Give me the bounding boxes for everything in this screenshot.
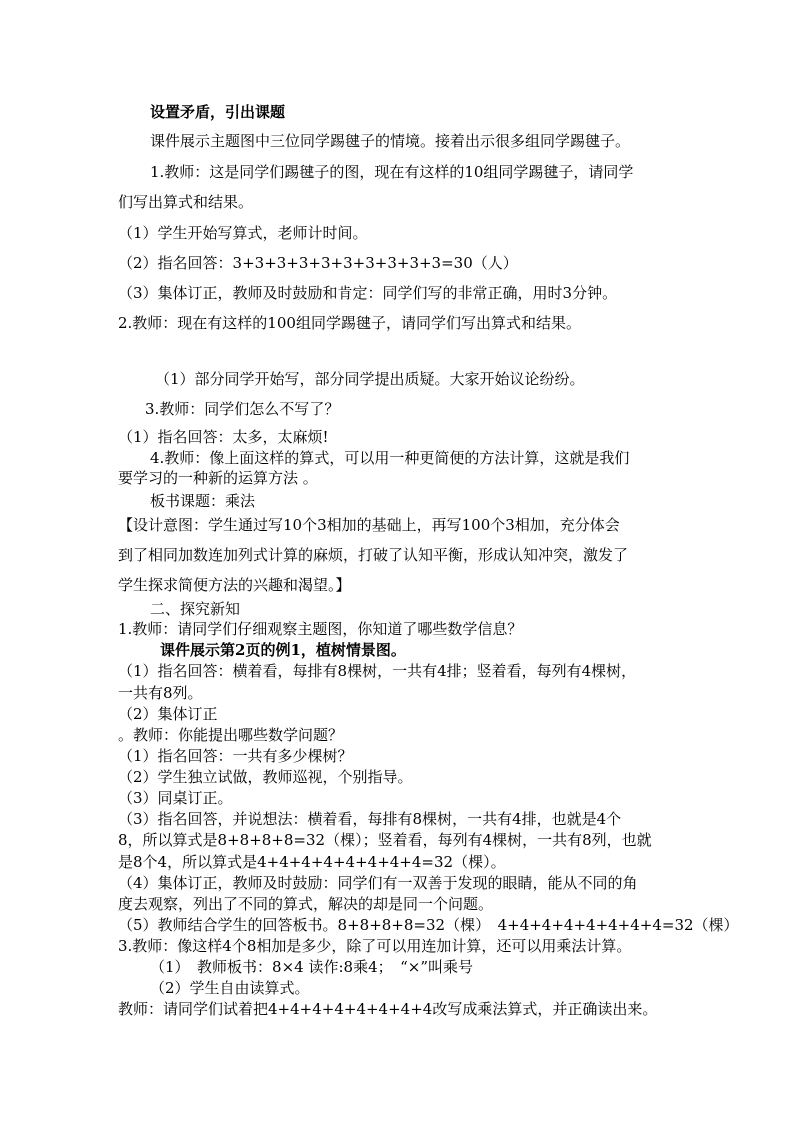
paragraph-line: 度去观察，列出了不同的算式，解决的却是同一个问题。 <box>118 895 494 913</box>
paragraph-line: （1）指名回答：横着看，每排有8棵树，一共有4排；竖着看，每列有4棵树， <box>118 662 637 680</box>
paragraph-line: （5）教师结合学生的回答板书。8+8+8+8=32（棵） 4+4+4+4+4+4+4+4=32（棵） <box>118 916 739 934</box>
section-heading: 二、探究新知 <box>150 600 241 618</box>
paragraph-line: 。教师：你能提出哪些数学问题？ <box>118 726 344 744</box>
paragraph-line: 【设计意图：学生通过写10个3相加的基础上，再写100个3相加，充分体会 <box>118 516 620 534</box>
paragraph-line: （4）集体订正，教师及时鼓励：同学们有一双善于发现的眼睛，能从不同的角 <box>118 874 638 892</box>
paragraph-line: （2）学生自由读算式。 <box>150 979 310 997</box>
paragraph-line: 板书课题：乘法 <box>150 492 256 510</box>
paragraph-line: 1.教师：请同学们仔细观察主题图，你知道了哪些数学信息？ <box>118 620 523 638</box>
paragraph-line: （1）指名回答：太多，太麻烦! <box>118 428 329 446</box>
paragraph-line: （2）指名回答：3+3+3+3+3+3+3+3+3+3=30（人） <box>118 254 518 272</box>
paragraph-line: 3.教师：像这样4个8相加是多少，除了可以用连加计算，还可以用乘法计算。 <box>118 937 632 955</box>
paragraph-line: （1）部分同学开始写，部分同学提出质疑。大家开始议论纷纷。 <box>155 370 585 388</box>
paragraph-line: 到了相同加数连加列式计算的麻烦，打破了认知平衡，形成认知冲突，激发了 <box>118 546 629 564</box>
paragraph-line: 课件展示第2页的例1，植树情景图。 <box>160 641 406 659</box>
paragraph-line: 是8个4，所以算式是4+4+4+4+4+4+4+4=32（棵）。 <box>118 853 506 871</box>
paragraph-line: 4.教师：像上面这样的算式，可以用一种更简便的方法计算，这就是我们 <box>150 449 630 467</box>
paragraph-line: 们写出算式和结果。 <box>118 193 254 211</box>
paragraph-line: 3.教师：同学们怎么不写了？ <box>145 400 340 418</box>
paragraph-line: （3）同桌订正。 <box>118 789 233 807</box>
paragraph-line: （1）指名回答：一共有多少棵树？ <box>118 747 353 765</box>
section-heading: 设置矛盾，引出课题 <box>150 103 286 121</box>
paragraph-line: 学生探求简便方法的兴趣和渴望。】 <box>118 576 351 594</box>
paragraph-line: 要学习的一种新的运算方法 。 <box>118 469 318 487</box>
paragraph-line: （3）指名回答，并说想法：横着看，每排有8棵树，一共有4排，也就是4个 <box>118 810 622 828</box>
paragraph-line: （2）集体订正 <box>118 705 218 723</box>
paragraph-line: 1.教师：这是同学们踢毽子的图，现在有这样的10组同学踢毽子，请同学 <box>150 163 634 181</box>
paragraph-line: 2.教师：现在有这样的100组同学踢毽子，请同学们写出算式和结果。 <box>118 314 581 332</box>
paragraph-line: （2）学生独立试做，教师巡视，个别指导。 <box>118 768 413 786</box>
paragraph-line: 教师：请同学们试着把4+4+4+4+4+4+4+4改写成乘法算式，并正确读出来。 <box>118 1000 658 1018</box>
paragraph-line: 一共有8列。 <box>118 684 203 702</box>
paragraph-line: （3）集体订正，教师及时鼓励和肯定：同学们写的非常正确，用时3分钟。 <box>118 284 618 302</box>
paragraph-line: （1） 教师板书：8×4 读作:8乘4； “×”叫乘号 <box>150 958 474 976</box>
paragraph-line: 课件展示主题图中三位同学踢毽子的情境。接着出示很多组同学踢毽子。 <box>150 132 631 150</box>
paragraph-line: （1）学生开始写算式，老师计时间。 <box>118 224 368 242</box>
paragraph-line: 8，所以算式是8+8+8+8=32（棵）；竖着看，每列有4棵树，一共有8列，也就 <box>118 831 652 849</box>
